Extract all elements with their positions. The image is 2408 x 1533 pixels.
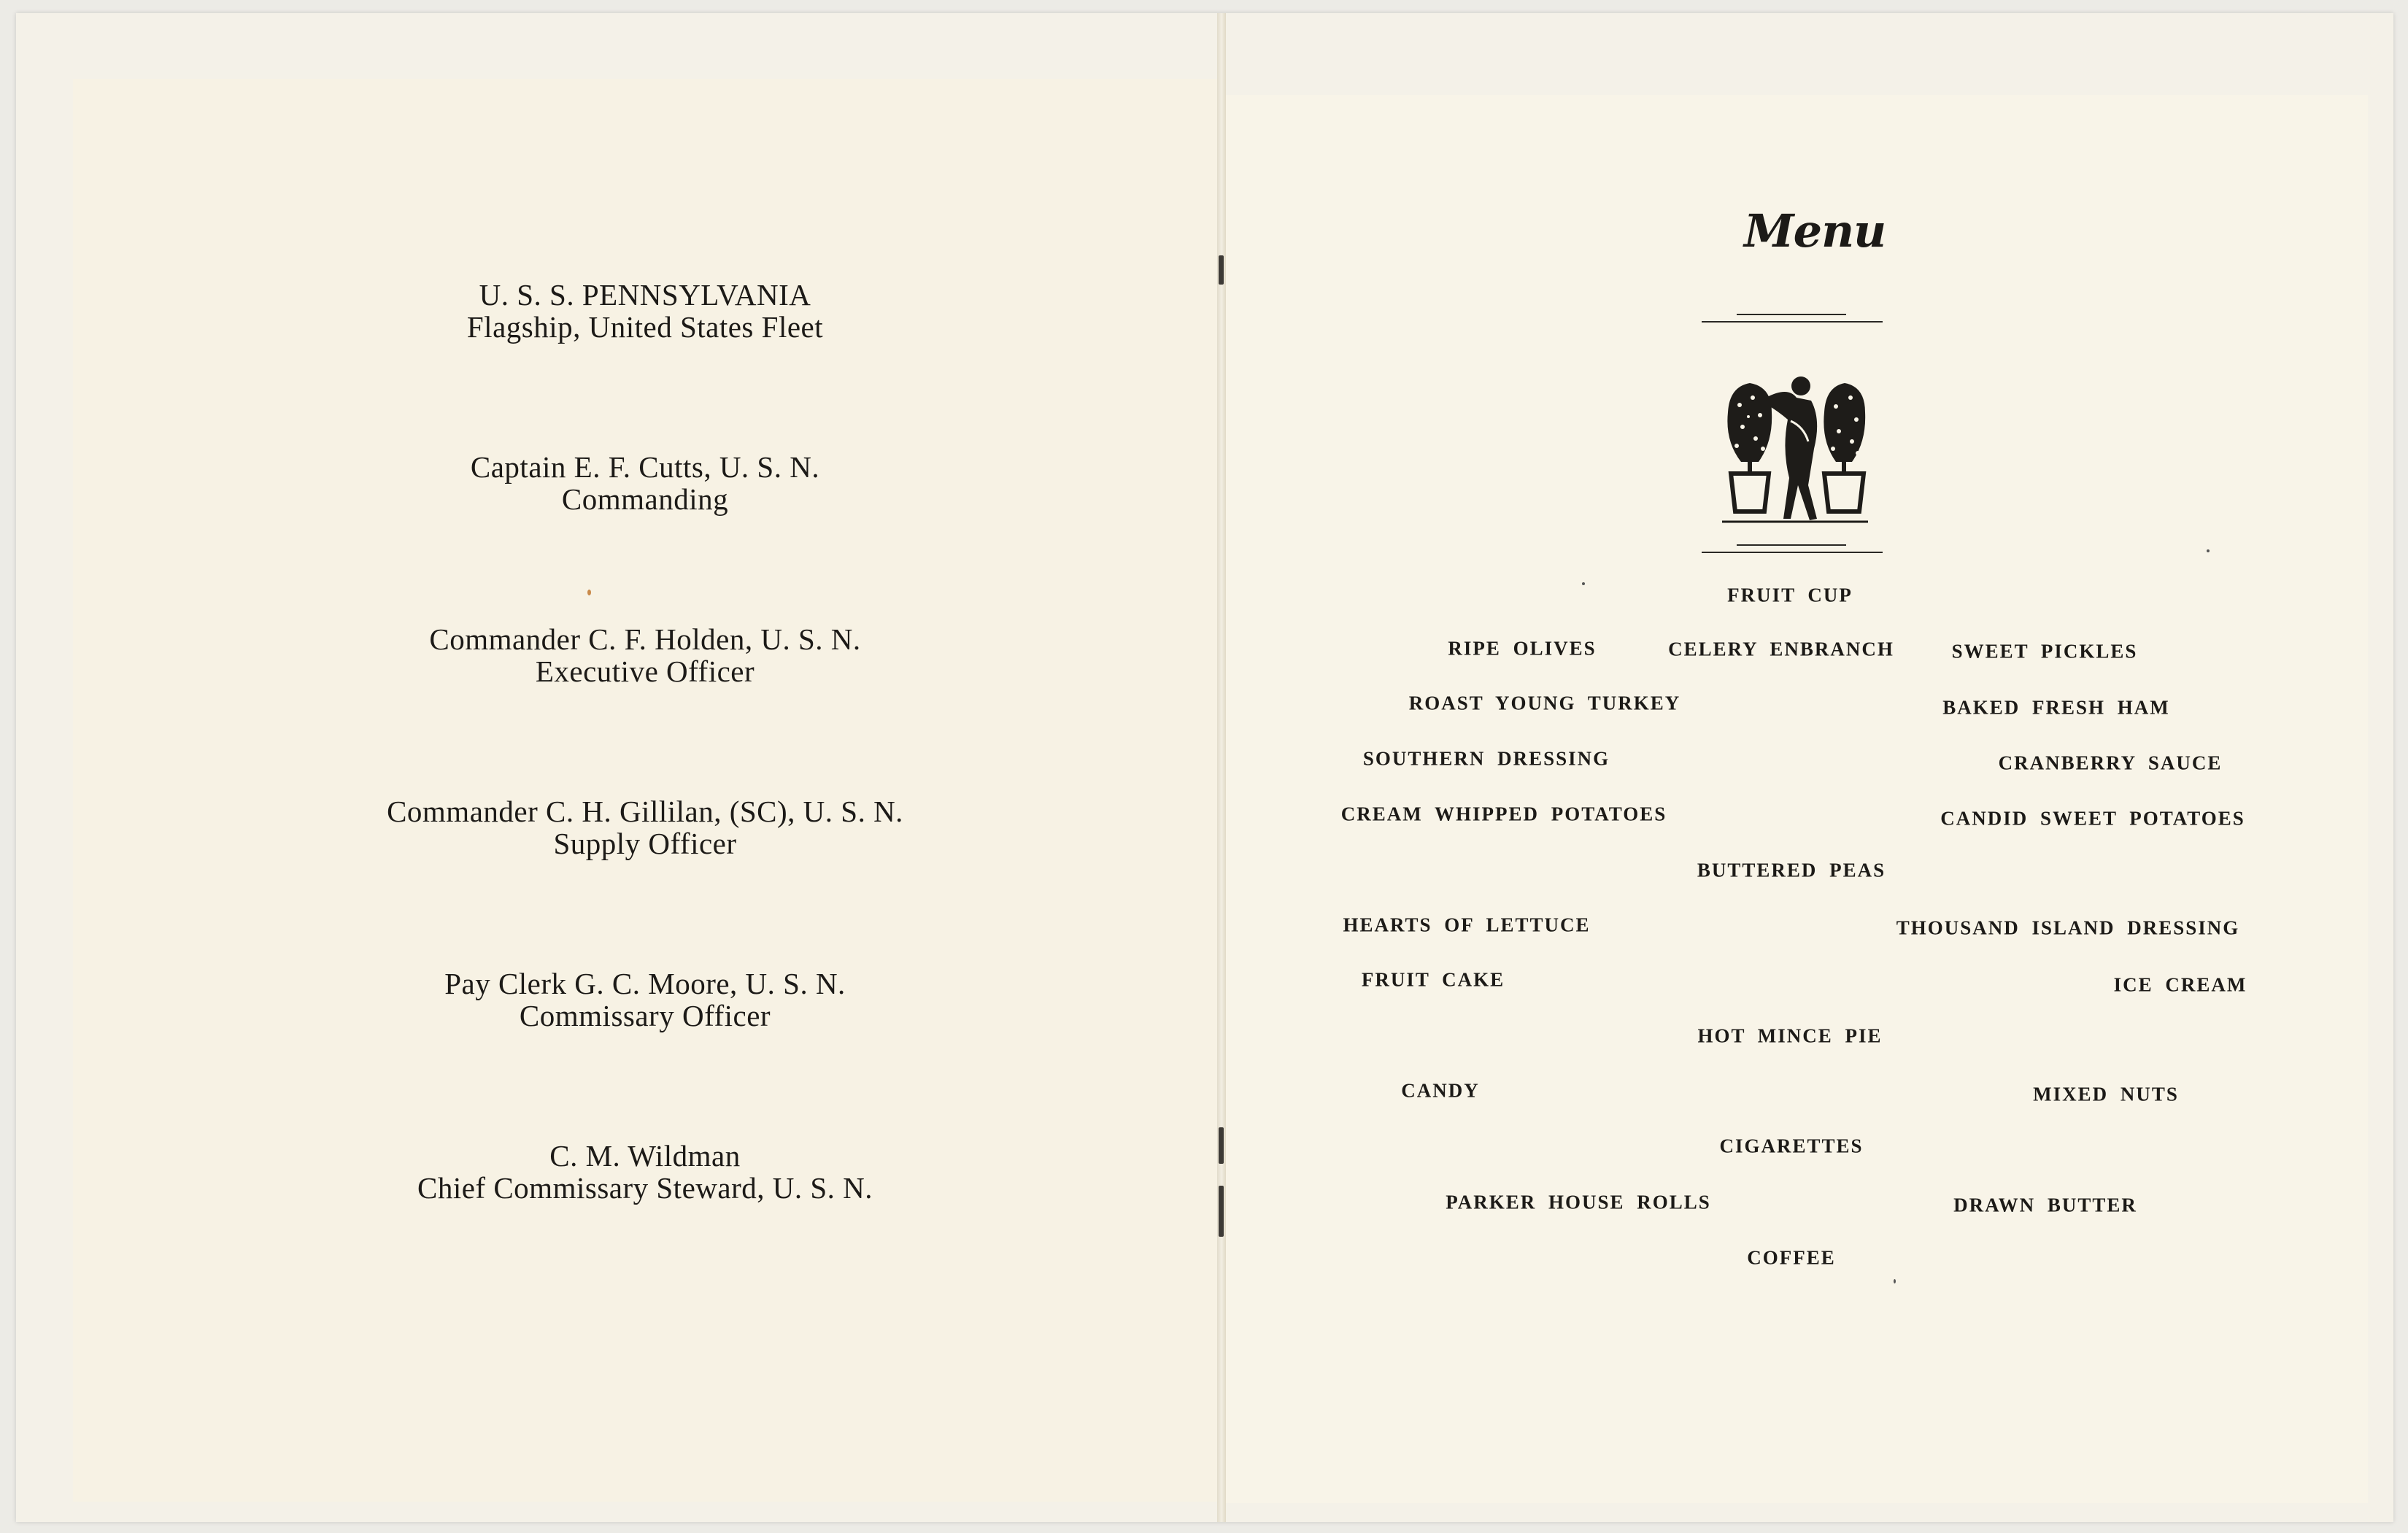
staple-top bbox=[1219, 255, 1224, 285]
center-fold bbox=[1217, 13, 1226, 1522]
rule-top-2 bbox=[1737, 314, 1846, 315]
menu-item: THOUSAND ISLAND DRESSING bbox=[1896, 916, 2240, 939]
officer-title: Flagship, United States Fleet bbox=[466, 310, 824, 344]
officer-name: U. S. S. PENNSYLVANIA bbox=[479, 278, 811, 312]
staple-bottom bbox=[1219, 1186, 1224, 1237]
officer-title: Commissary Officer bbox=[519, 999, 771, 1032]
menu-item: HOT MINCE PIE bbox=[1697, 1024, 1883, 1047]
paper-speck bbox=[1894, 1279, 1896, 1283]
officer-title: Executive Officer bbox=[535, 654, 755, 688]
menu-item: COFFEE bbox=[1747, 1246, 1836, 1269]
menu-item: DRAWN BUTTER bbox=[1953, 1194, 2137, 1216]
right-page bbox=[1226, 95, 2368, 1503]
menu-item: CREAM WHIPPED POTATOES bbox=[1340, 803, 1667, 825]
officer-title: Commanding bbox=[561, 482, 729, 516]
paper-speck bbox=[2207, 549, 2210, 552]
officer-block-executive bbox=[73, 623, 1217, 687]
menu-item: SOUTHERN DRESSING bbox=[1362, 747, 1610, 770]
paper-speck bbox=[587, 590, 591, 595]
menu-item: BAKED FRESH HAM bbox=[1942, 696, 2170, 719]
menu-item: HEARTS OF LETTUCE bbox=[1343, 914, 1591, 936]
topiary-figure-icon bbox=[1715, 368, 1875, 529]
menu-item: FRUIT CUP bbox=[1727, 584, 1853, 606]
menu-title: Menu bbox=[1744, 204, 1886, 258]
menu-item: CANDID SWEET POTATOES bbox=[1940, 807, 2245, 830]
menu-item: CELERY ENBRANCH bbox=[1668, 638, 1894, 660]
officer-name: Commander C. F. Holden, U. S. N. bbox=[429, 622, 861, 656]
rule-top-1 bbox=[1702, 321, 1883, 323]
paper-speck bbox=[1582, 582, 1585, 585]
officer-block-steward bbox=[73, 1140, 1217, 1204]
menu-item: BUTTERED PEAS bbox=[1697, 859, 1886, 881]
menu-item: CANDY bbox=[1401, 1079, 1480, 1102]
menu-item: FRUIT CAKE bbox=[1361, 968, 1505, 991]
officer-block-commissary bbox=[73, 968, 1217, 1032]
rule-bottom-1 bbox=[1702, 552, 1883, 553]
menu-item: ROAST YOUNG TURKEY bbox=[1408, 692, 1681, 714]
menu-item: CRANBERRY SAUCE bbox=[1998, 752, 2223, 774]
officer-name: Commander C. H. Gillilan, (SC), U. S. N. bbox=[387, 795, 903, 828]
officer-title: Chief Commissary Steward, U. S. N. bbox=[417, 1171, 873, 1205]
officer-block-supply bbox=[73, 795, 1217, 860]
officer-title: Supply Officer bbox=[553, 827, 737, 860]
menu-item: PARKER HOUSE ROLLS bbox=[1446, 1191, 1711, 1213]
menu-item: SWEET PICKLES bbox=[1951, 640, 2138, 663]
officer-name: Pay Clerk G. C. Moore, U. S. N. bbox=[444, 967, 846, 1000]
menu-item: RIPE OLIVES bbox=[1448, 637, 1597, 660]
officer-block-captain bbox=[73, 451, 1217, 515]
rule-bottom-2 bbox=[1737, 544, 1846, 546]
officer-block-ship bbox=[73, 279, 1217, 343]
staple-middle bbox=[1219, 1127, 1224, 1164]
officer-name: C. M. Wildman bbox=[549, 1139, 741, 1173]
menu-item: MIXED NUTS bbox=[2033, 1083, 2179, 1105]
officer-name: Captain E. F. Cutts, U. S. N. bbox=[470, 450, 820, 484]
menu-item: ICE CREAM bbox=[2113, 973, 2247, 996]
menu-item: CIGARETTES bbox=[1719, 1135, 1864, 1157]
